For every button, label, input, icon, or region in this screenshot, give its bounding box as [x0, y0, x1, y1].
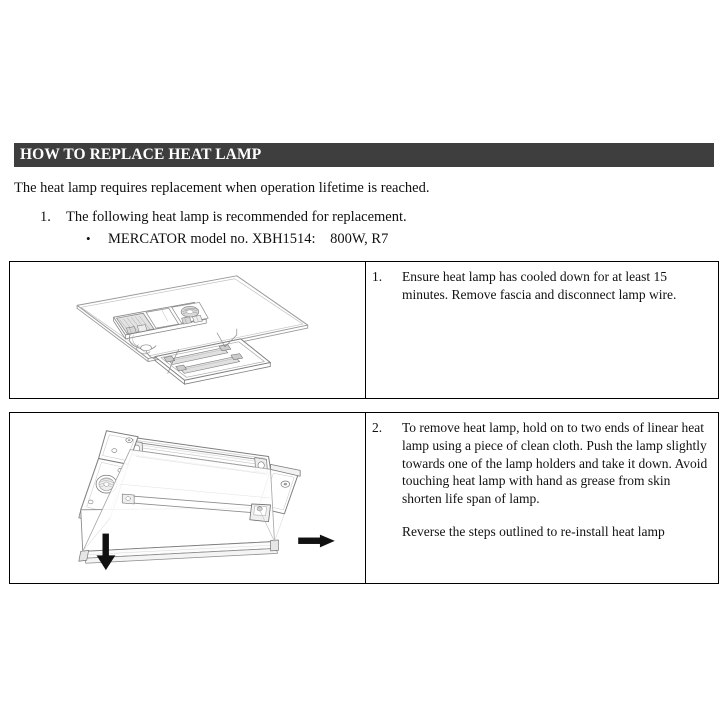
- section-heading-bar: [14, 143, 714, 167]
- instruction-body-2: [402, 419, 710, 541]
- heat-lamp-housing-removal-diagram: [10, 413, 365, 583]
- instruction-text-2: To remove heat lamp, hold on to two ends of linear heat lamp using a piece of clean cloth. Push the lamp slightly towards one of the lamp holders and take it down. Avoid touching heat lamp with hand as grease from skin shorten life span of lamp.: [402, 420, 708, 507]
- procedure-table-row-2: [9, 412, 719, 584]
- instruction-cell-step-1: [366, 262, 718, 398]
- page-title: HOW TO REPLACE HEAT LAMP: [20, 146, 262, 164]
- list-item-1: [40, 208, 700, 227]
- right-arrow-icon: [298, 535, 335, 548]
- lamp-model-spec-label: MERCATOR model no. XBH1514: 800W, R7: [108, 231, 389, 247]
- intro-paragraph: The heat lamp requires replacement when operation lifetime is reached.: [14, 180, 430, 196]
- instruction-number-1: 1.: [372, 269, 383, 284]
- instruction-text-2-secondary: Reverse the steps outlined to re-install heat lamp: [402, 524, 665, 540]
- procedure-table-row-1: [9, 261, 719, 399]
- instruction-number-2: 2.: [372, 420, 383, 435]
- list-item-1-number: 1.: [40, 209, 51, 225]
- instruction-text-1: Ensure heat lamp has cooled down for at least 15 minutes. Remove fascia and disconnect lamp wire.: [402, 269, 677, 302]
- list-item-1-bullet: [86, 230, 706, 249]
- instruction-cell-step-2: [366, 413, 718, 583]
- bullet-dot-icon: •: [86, 231, 91, 246]
- figure-cell-step-1: [10, 262, 366, 398]
- figure-cell-step-2: [10, 413, 366, 583]
- ceiling-unit-fascia-removed-diagram: [10, 262, 365, 398]
- list-item-1-label: The following heat lamp is recommended for replacement.: [66, 209, 407, 225]
- instruction-body-1: [402, 268, 710, 304]
